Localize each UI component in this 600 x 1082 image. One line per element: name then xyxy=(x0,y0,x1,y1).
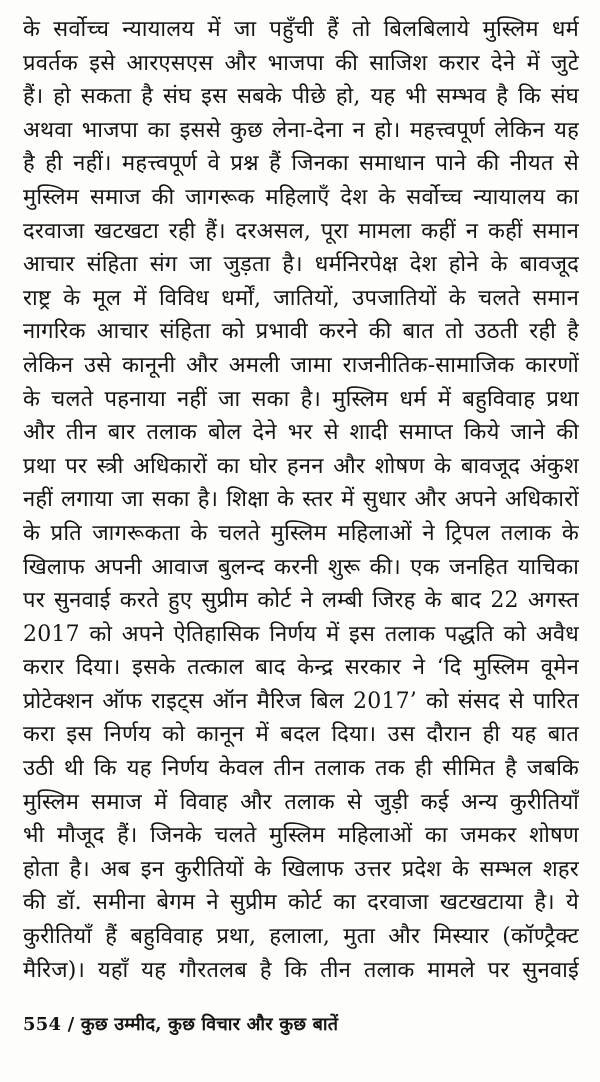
text-line: खिलाफ अपनी आवाज बुलन्द करनी शुरू की। एक जनहित याचिका xyxy=(23,554,579,580)
text-line: प्रथा पर स्त्री अधिकारों का घोर हनन और शोषण के बावजूद अंकुश xyxy=(23,453,579,479)
body-text xyxy=(23,13,579,987)
text-line: मैरिज)। यहाँ यह गौरतलब है कि तीन तलाक मामले पर सुनवाई xyxy=(23,957,579,983)
text-line: है ही नहीं। महत्त्वपूर्ण वे प्रश्न हैं जिनका समाधान पाने की नीयत से xyxy=(23,151,579,177)
footer-separator: / xyxy=(61,1014,81,1035)
text-line: पर सुनवाई करते हुए सुप्रीम कोर्ट ने लम्बी जिरह के बाद 22 अगस्त xyxy=(23,588,579,614)
text-line: उठी थी कि यह निर्णय केवल तीन तलाक तक ही सीमित है जबकि xyxy=(23,756,579,782)
text-line: के चलते पहनाया नहीं जा सका है। मुस्लिम धर्म में बहुविवाह प्रथा xyxy=(23,386,579,412)
text-line: होता है। अब इन कुरीतियों के खिलाफ उत्तर प्रदेश के सम्भल शहर xyxy=(23,856,579,882)
text-line: नागरिक आचार संहिता को प्रभावी करने की बात तो उठती रही है xyxy=(23,319,579,345)
text-line: मुस्लिम समाज में विवाह और तलाक से जुड़ी कई अन्य कुरीतियाँ xyxy=(23,789,579,815)
page-number: 554 xyxy=(23,1014,62,1035)
text-line: हैं। हो सकता है संघ इस सबके पीछे हो, यह भी सम्भव है कि संघ xyxy=(23,84,579,110)
book-title: कुछ उम्मीद, कुछ विचार और कुछ बातें xyxy=(80,1014,339,1035)
text-line: आचार संहिता संग जा जुड़ता है। धर्मनिरपेक्ष देश होने के बावजूद xyxy=(23,252,579,278)
text-line: राष्ट्र के मूल में विविध धर्मों, जातियों, उपजातियों के चलते समान xyxy=(23,285,579,311)
text-line: कुरीतियाँ हैं बहुविवाह प्रथा, हलाला, मुता और मिस्यार (कॉण्ट्रैक्ट xyxy=(23,924,579,950)
text-line: अथवा भाजपा का इससे कुछ लेना-देना न हो। महत्त्वपूर्ण लेकिन यह xyxy=(23,117,579,143)
text-line: की डॉ. समीना बेगम ने सुप्रीम कोर्ट का दरवाजा खटखटाया है। ये xyxy=(23,890,579,916)
text-line: लेकिन उसे कानूनी और अमली जामा राजनीतिक-सामाजिक कारणों xyxy=(23,352,579,378)
text-line: प्रवर्तक इसे आरएसएस और भाजपा की साजिश करार देने में जुटे xyxy=(23,50,579,76)
text-line: 2017 को अपने ऐतिहासिक निर्णय में इस तलाक पद्धति को अवैध xyxy=(23,621,579,647)
text-line: करा इस निर्णय को कानून में बदल दिया। उस दौरान ही यह बात xyxy=(23,722,579,748)
text-line: करार दिया। इसके तत्काल बाद केन्द्र सरकार ने ‘दि मुस्लिम वूमेन xyxy=(23,655,579,681)
text-line: प्रोटेक्शन ऑफ राइट्स ऑन मैरिज बिल 2017’ को संसद से पारित xyxy=(23,688,579,714)
text-line: के सर्वोच्च न्यायालय में जा पहुँची हैं तो बिलबिलाये मुस्लिम धर्म xyxy=(23,17,579,42)
text-line: दरवाजा खटखटा रही हैं। दरअसल, पूरा मामला कहीं न कहीं समान xyxy=(23,218,579,244)
text-line: नहीं लगाया जा सका है। शिक्षा के स्तर में सुधार और अपने अधिकारों xyxy=(23,487,579,513)
text-line: भी मौजूद हैं। जिनके चलते मुस्लिम महिलाओं का जमकर शोषण xyxy=(23,823,579,849)
text-line: के प्रति जागरूकता के चलते मुस्लिम महिलाओं ने ट्रिपल तलाक के xyxy=(23,520,579,546)
page-footer xyxy=(23,1012,579,1038)
text-line: मुस्लिम समाज की जागरूक महिलाएँ देश के सर्वोच्च न्यायालय का xyxy=(23,184,579,210)
text-line: और तीन बार तलाक बोल देने भर से शादी समाप्त किये जाने की xyxy=(23,420,579,446)
